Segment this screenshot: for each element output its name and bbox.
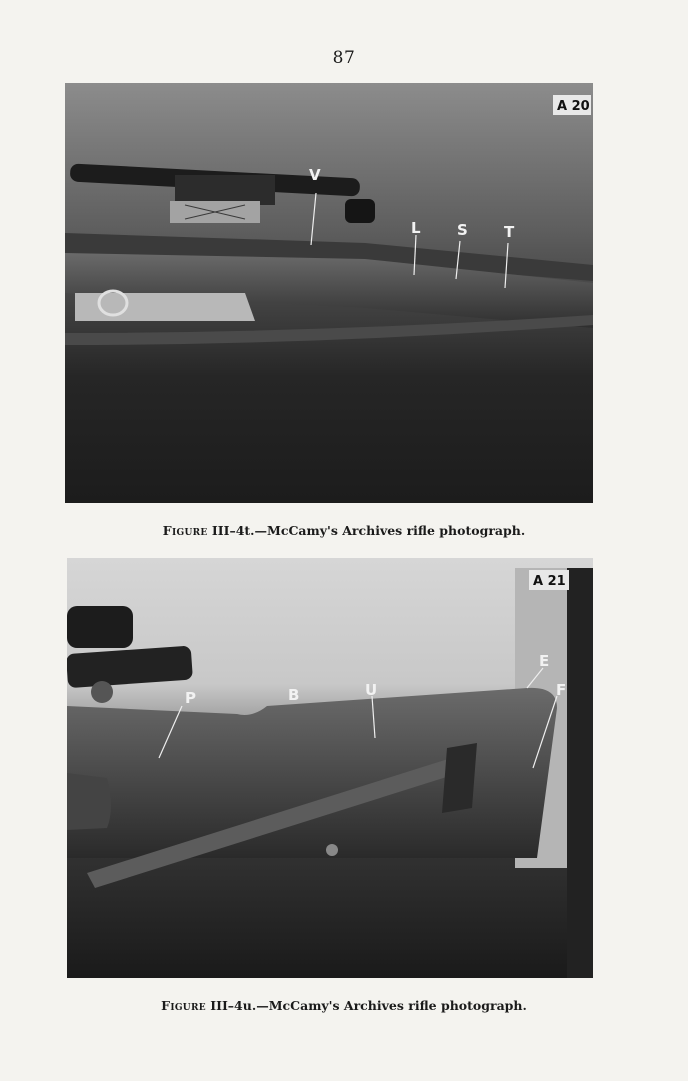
pointer-label-f: F (556, 681, 567, 699)
exhibit-tag: A 20 (557, 99, 590, 114)
pointer-label-t: T (504, 223, 515, 241)
rifle-photograph-bottom (67, 558, 593, 978)
caption-text: III–4t.—McCamy's Archives rifle photograph. (211, 523, 526, 538)
pointer-label-s: S (457, 221, 468, 239)
figure-caption (0, 998, 688, 1013)
caption-prefix: Figure (162, 523, 208, 538)
pointer-label-b: B (288, 686, 300, 704)
caption-text: III–4u.—McCamy's Archives rifle photograph. (210, 998, 527, 1013)
pointer-label-l: L (411, 219, 421, 237)
figure-caption (0, 523, 688, 538)
page-number: 87 (332, 48, 356, 68)
pointer-label-v: V (309, 166, 321, 184)
exhibit-tag: A 21 (533, 574, 566, 589)
pointer-label-u: U (365, 681, 378, 699)
caption-prefix: Figure (161, 998, 206, 1013)
pointer-label-e: E (539, 652, 550, 670)
pointer-label-p: P (185, 689, 196, 707)
rifle-photograph-top (65, 83, 593, 503)
